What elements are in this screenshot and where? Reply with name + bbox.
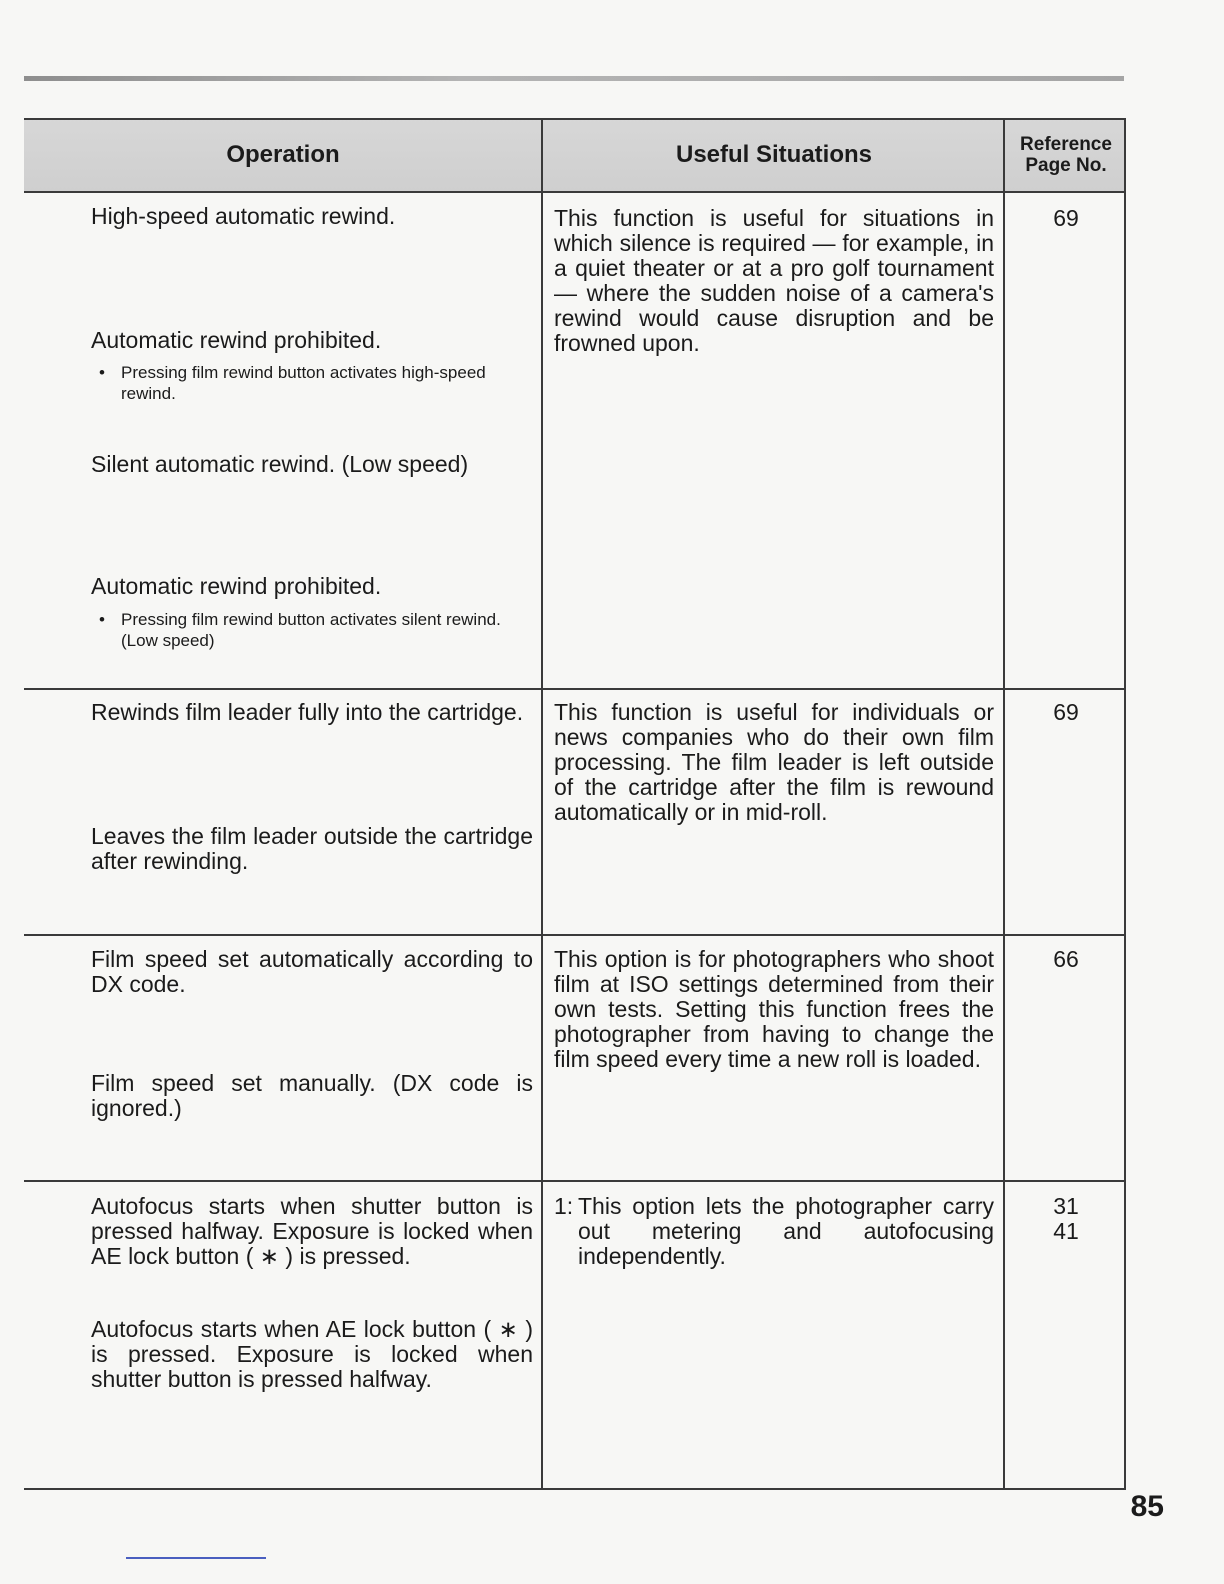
row-divider-3 bbox=[24, 1180, 1126, 1182]
row2-reference-page: 69 bbox=[1053, 699, 1079, 725]
row4-operation-2: Autofocus starts when AE lock button ( ∗ ) is pressed. Exposure is locked when shutter button is pressed halfway. bbox=[91, 1316, 533, 1392]
row3-operation-2: Film speed set manually. (DX code is ignored.) bbox=[91, 1070, 533, 1121]
row3-operation-1: Film speed set automatically according to DX code. bbox=[91, 946, 533, 997]
custom-function-table bbox=[24, 118, 1126, 1490]
row2-useful-situation: This function is useful for individuals or news companies who do their own film processing. The film leader is left outside of the cartridge after the film is rewound automatically or in mid-roll. bbox=[554, 699, 994, 825]
header-ref-line1: Reference bbox=[1020, 134, 1112, 155]
header-useful-situations: Useful Situations bbox=[675, 141, 873, 168]
table-top-border bbox=[24, 118, 1126, 120]
row1-operation-1: High-speed automatic rewind. bbox=[91, 203, 396, 229]
row4-useful-number: 1: bbox=[554, 1193, 574, 1219]
row1-operation-3: Silent automatic rewind. (Low speed) bbox=[91, 451, 469, 477]
top-rule bbox=[24, 76, 1124, 81]
row2-operation-1: Rewinds film leader fully into the cartridge. bbox=[91, 699, 524, 725]
row4-useful-situation bbox=[554, 1194, 994, 1269]
bullet-icon: • bbox=[99, 610, 105, 629]
row1-useful-situation: This function is useful for situations in which silence is required — for example, in a quiet theater or at a pro golf tournament — where the sudden noise of a camera's rewind would cause disruption and be frowned upon. bbox=[554, 205, 994, 356]
table-bottom-border bbox=[24, 1488, 1126, 1490]
row4-reference-page-1: 31 bbox=[1053, 1193, 1079, 1219]
bullet-icon: • bbox=[99, 363, 105, 382]
page-number: 85 bbox=[1130, 1490, 1164, 1523]
row1-operation-2: Automatic rewind prohibited. bbox=[91, 327, 382, 353]
row3-reference-page: 66 bbox=[1053, 946, 1079, 972]
row3-useful-situation: This option is for photographers who shoot film at ISO settings determined from their own tests. Setting this function frees the photographer from having to change the film speed every time a new roll is loaded. bbox=[554, 946, 994, 1072]
row4-reference-page-2: 41 bbox=[1053, 1218, 1079, 1244]
column-divider-2 bbox=[1003, 118, 1005, 1490]
row2-operation-2: Leaves the film leader outside the cartridge after rewinding. bbox=[91, 823, 533, 874]
column-divider-1 bbox=[541, 118, 543, 1490]
header-operation: Operation bbox=[226, 141, 340, 168]
row1-operation-4: Automatic rewind prohibited. bbox=[91, 573, 382, 599]
row1-note-1-text: Pressing film rewind button activates high-speed rewind. bbox=[121, 363, 486, 403]
row4-operation-1: Autofocus starts when shutter button is pressed halfway. Exposure is locked when AE lock button ( ∗ ) is pressed. bbox=[91, 1193, 533, 1269]
bottom-rule bbox=[126, 1557, 266, 1559]
row1-note-2-text: Pressing film rewind button activates silent rewind. (Low speed) bbox=[121, 610, 501, 650]
row1-reference-page: 69 bbox=[1053, 205, 1079, 231]
row4-useful-text: This option lets the photographer carry out metering and autofocusing independently. bbox=[578, 1193, 994, 1269]
row1-note-1 bbox=[91, 362, 533, 404]
table-right-border bbox=[1124, 118, 1126, 1490]
table-header bbox=[24, 118, 1126, 192]
row1-note-2 bbox=[91, 609, 533, 651]
header-reference-page bbox=[1006, 118, 1126, 192]
header-ref-line2: Page No. bbox=[1025, 155, 1107, 176]
row-divider-2 bbox=[24, 934, 1126, 936]
row-divider-1 bbox=[24, 688, 1126, 690]
header-bottom-border bbox=[24, 191, 1126, 193]
